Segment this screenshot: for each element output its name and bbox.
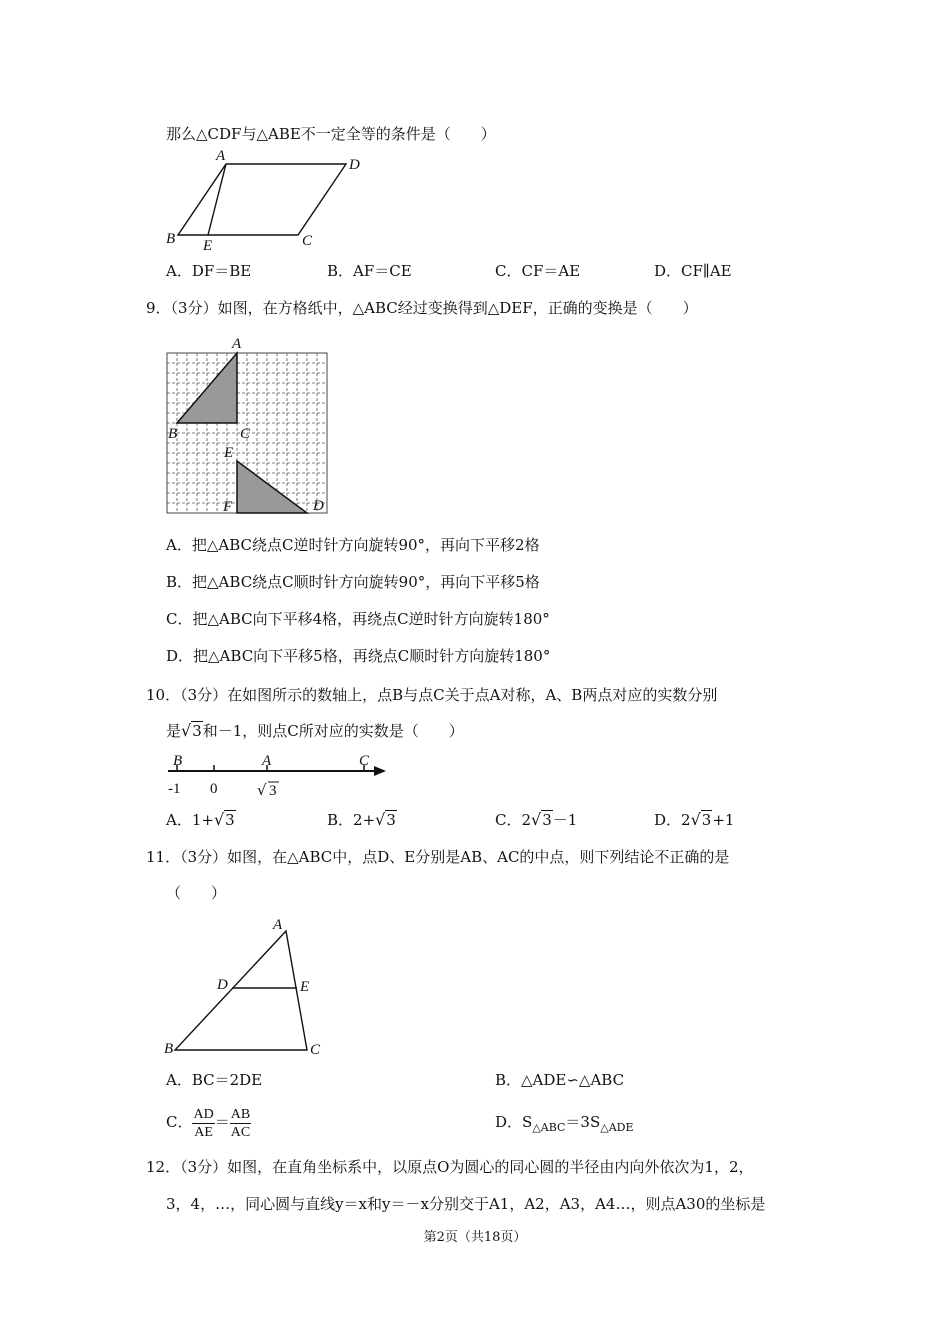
q8-label-a: A xyxy=(216,148,226,164)
q11-label-d: D xyxy=(217,977,228,993)
q10-stem-line1: 10．（3分）在如图所示的数轴上，点B与点C关于点A对称，A、B两点对应的实数分别 xyxy=(146,686,718,704)
q9-label-f: F xyxy=(223,499,233,515)
q10-label-c: C xyxy=(359,753,370,769)
q9-label-e: E xyxy=(224,445,234,461)
svg-text:√: √ xyxy=(257,781,267,799)
q8-parallelogram xyxy=(178,164,346,235)
q9-option-d: D．把△ABC向下平移5格，再绕点C顺时针方向旋转180° xyxy=(166,647,551,665)
q8-segment-ae xyxy=(208,164,226,235)
q10-label-b: B xyxy=(173,753,183,769)
q9-triangle-def xyxy=(237,461,307,513)
q9-option-b: B．把△ABC绕点C顺时针方向旋转90°，再向下平移5格 xyxy=(166,573,540,591)
q11-option-d: D．$S_{\triangle ABC}=3S_{\triangle ADE}$ xyxy=(495,1113,634,1134)
q8-label-c: C xyxy=(302,233,313,249)
q9-label-d: D xyxy=(313,498,324,514)
q10-tick-minus1: -1 xyxy=(168,781,181,797)
q10-stem-line2: 是√3和－1，则点C所对应的实数是（ ） xyxy=(166,721,464,740)
q11-option-b: B．△ADE∽△ABC xyxy=(495,1071,625,1089)
q8-parallelogram-figure xyxy=(160,150,380,260)
q11-triangle-figure xyxy=(160,915,340,1060)
q8-option-b: B．AF＝CE xyxy=(327,262,412,280)
q10-option-d: D．2√3+1 xyxy=(654,810,735,829)
q10-option-b: B．2+√3 xyxy=(327,810,396,829)
q9-stem: 9．（3分）如图，在方格纸中，△ABC经过变换得到△DEF，正确的变换是（ ） xyxy=(146,299,698,317)
q11-option-c: C． $\frac{AD}{AE}$ ＝ $\frac{AB}{AC}$ xyxy=(166,1106,251,1140)
q10-number-line xyxy=(160,748,400,803)
q8-label-e: E xyxy=(203,238,213,254)
q11-stem-line2: （ ） xyxy=(166,884,227,902)
q11-fraction-ad-ae: $\frac{AD}{AE}$ xyxy=(193,1106,214,1140)
q9-option-c: C．把△ABC向下平移4格，再绕点C逆时针方向旋转180° xyxy=(166,610,550,628)
q11-label-a: A xyxy=(273,917,283,933)
q9-grid-figure xyxy=(160,330,340,520)
q10-option-c: C．2√3－1 xyxy=(495,810,578,829)
q11-label-c: C xyxy=(310,1042,321,1058)
q8-option-d: D．CF∥AE xyxy=(654,262,732,280)
q10-axis-arrow xyxy=(374,766,386,776)
q12-stem-line2: 3，4，…，同心圆与直线y＝x和y＝－x分别交于A1，A2，A3，A4…，则点A30的坐标是 xyxy=(166,1195,766,1213)
q9-label-a: A xyxy=(232,336,242,352)
page-footer: 第2页（共18页） xyxy=(423,1230,527,1245)
q8-label-d: D xyxy=(349,157,360,173)
q9-label-c: C xyxy=(240,426,251,442)
q11-stem-line1: 11．（3分）如图，在△ABC中，点D、E分别是AB、AC的中点，则下列结论不正确的是 xyxy=(146,848,730,866)
q8-label-b: B xyxy=(166,231,176,247)
q9-label-b: B xyxy=(168,426,178,442)
q8-option-a: A．DF＝BE xyxy=(166,262,252,280)
q10-option-a: A．1+√3 xyxy=(166,810,235,829)
q11-label-b: B xyxy=(164,1041,174,1057)
q8-option-c: C．CF＝AE xyxy=(495,262,581,280)
q9-option-a: A．把△ABC绕点C逆时针方向旋转90°，再向下平移2格 xyxy=(166,536,540,554)
q11-label-e: E xyxy=(300,979,310,995)
q11-option-a: A．BC＝2DE xyxy=(166,1071,263,1089)
q12-stem-line1: 12．（3分）如图，在直角坐标系中，以原点O为圆心的同心圆的半径由内向外依次为1，2， xyxy=(146,1158,754,1176)
q10-tick-zero: 0 xyxy=(210,781,218,797)
q11-fraction-ab-ac: $\frac{AB}{AC}$ xyxy=(230,1106,251,1140)
q10-label-a: A xyxy=(262,753,272,769)
q11-triangle-abc xyxy=(175,931,310,1050)
q8-stem: 那么△CDF与△ABE不一定全等的条件是（ ） xyxy=(166,125,496,143)
q10-tick-sqrt3: 3 xyxy=(269,783,277,799)
